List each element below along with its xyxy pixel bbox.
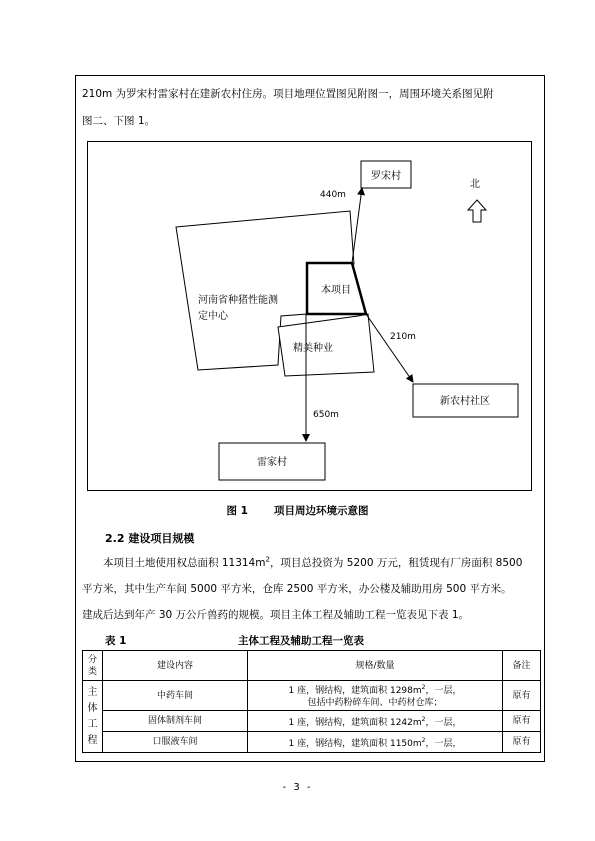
spec-sup: 2 [421,684,426,691]
engineering-table [82,650,541,753]
body-line-1b: ，项目总投资为 5200 万元，租赁现有厂房面积 8500 [269,557,523,569]
henan-label-line1: 河南省种猪性能测 [198,295,278,306]
content-cell: 口服液车间 [103,732,248,753]
intro-line-2: 图二、下图 1。 [82,115,156,127]
body-line-1 [103,555,522,570]
body-line-3: 建成后达到年产 30 万公斤兽药的规模。项目主体工程及辅助工程一览表见下表 1。 [82,609,470,621]
header-category: 分类 [83,651,103,681]
table-header-row [83,651,541,681]
spec-text-tail: ，一层， [425,686,462,696]
header-spec: 规格/数量 [248,651,503,681]
figure-caption [0,503,595,518]
spec-cell [248,711,503,732]
table-row [83,732,541,753]
xinnongcun-label: 新农村社区 [440,396,490,407]
header-note: 备注 [503,651,541,681]
page-number: - 3 - [282,782,313,793]
spec-text-line2: 包括中药粉碎车间、中药材仓库； [307,698,443,708]
spec-text: 1 座，钢结构，建筑面积 1150m [288,738,422,749]
note-cell: 原有 [503,711,541,732]
table-row [83,681,541,711]
section-title: 2.2 建设项目规模 [105,532,195,545]
arrow-to-luosong [352,188,362,263]
environment-diagram [88,142,533,492]
spec-text: 1 座，钢结构，建筑面积 1298m [288,686,422,696]
environment-figure [87,141,532,491]
table-row [83,711,541,732]
spec-cell [248,732,503,753]
spec-text-tail: ，一层， [425,738,462,749]
table-title: 主体工程及辅助工程一览表 [238,635,364,647]
spec-sup: 2 [421,715,426,723]
project-label: 本项目 [321,285,351,296]
table-label: 表 1 [105,635,127,647]
content-cell: 固体制剂车间 [103,711,248,732]
jingmei-label: 精美种业 [293,343,333,354]
intro-line-1: 210m 为罗宋村雷家村在建新农村住房。项目地理位置图见附图一，周围环境关系图见附 [82,88,494,100]
spec-cell [248,681,503,711]
spec-text: 1 座，钢结构，建筑面积 1242m [288,717,422,728]
header-content: 建设内容 [103,651,248,681]
distance-440-label: 440m [320,190,346,200]
figure-caption-text: 项目周边环境示意图 [273,505,369,517]
body-line-1a: 本项目土地使用权总面积 11314m [103,557,266,569]
distance-650-label: 650m [313,410,339,420]
north-arrow-icon [468,200,486,222]
content-cell: 中药车间 [103,681,248,711]
luosong-label: 罗宋村 [371,171,401,182]
figure-caption-number: 图 1 [226,505,248,517]
north-label: 北 [470,179,480,190]
note-cell: 原有 [503,732,541,753]
note-cell: 原有 [503,681,541,711]
spec-text-tail: ，一层， [425,717,462,728]
body-line-2: 平方米，其中生产车间 5000 平方米，仓库 2500 平方米，办公楼及辅助用房 500 平方米。 [82,583,512,595]
body-line-1-sup: 2 [265,555,270,564]
spec-sup: 2 [421,736,426,744]
henan-label-line2: 定中心 [198,311,228,322]
category-cell: 主体工程 [83,681,103,753]
frame-bottom-rule [75,761,545,762]
distance-210-label: 210m [390,332,416,342]
leijia-label: 雷家村 [257,457,287,468]
